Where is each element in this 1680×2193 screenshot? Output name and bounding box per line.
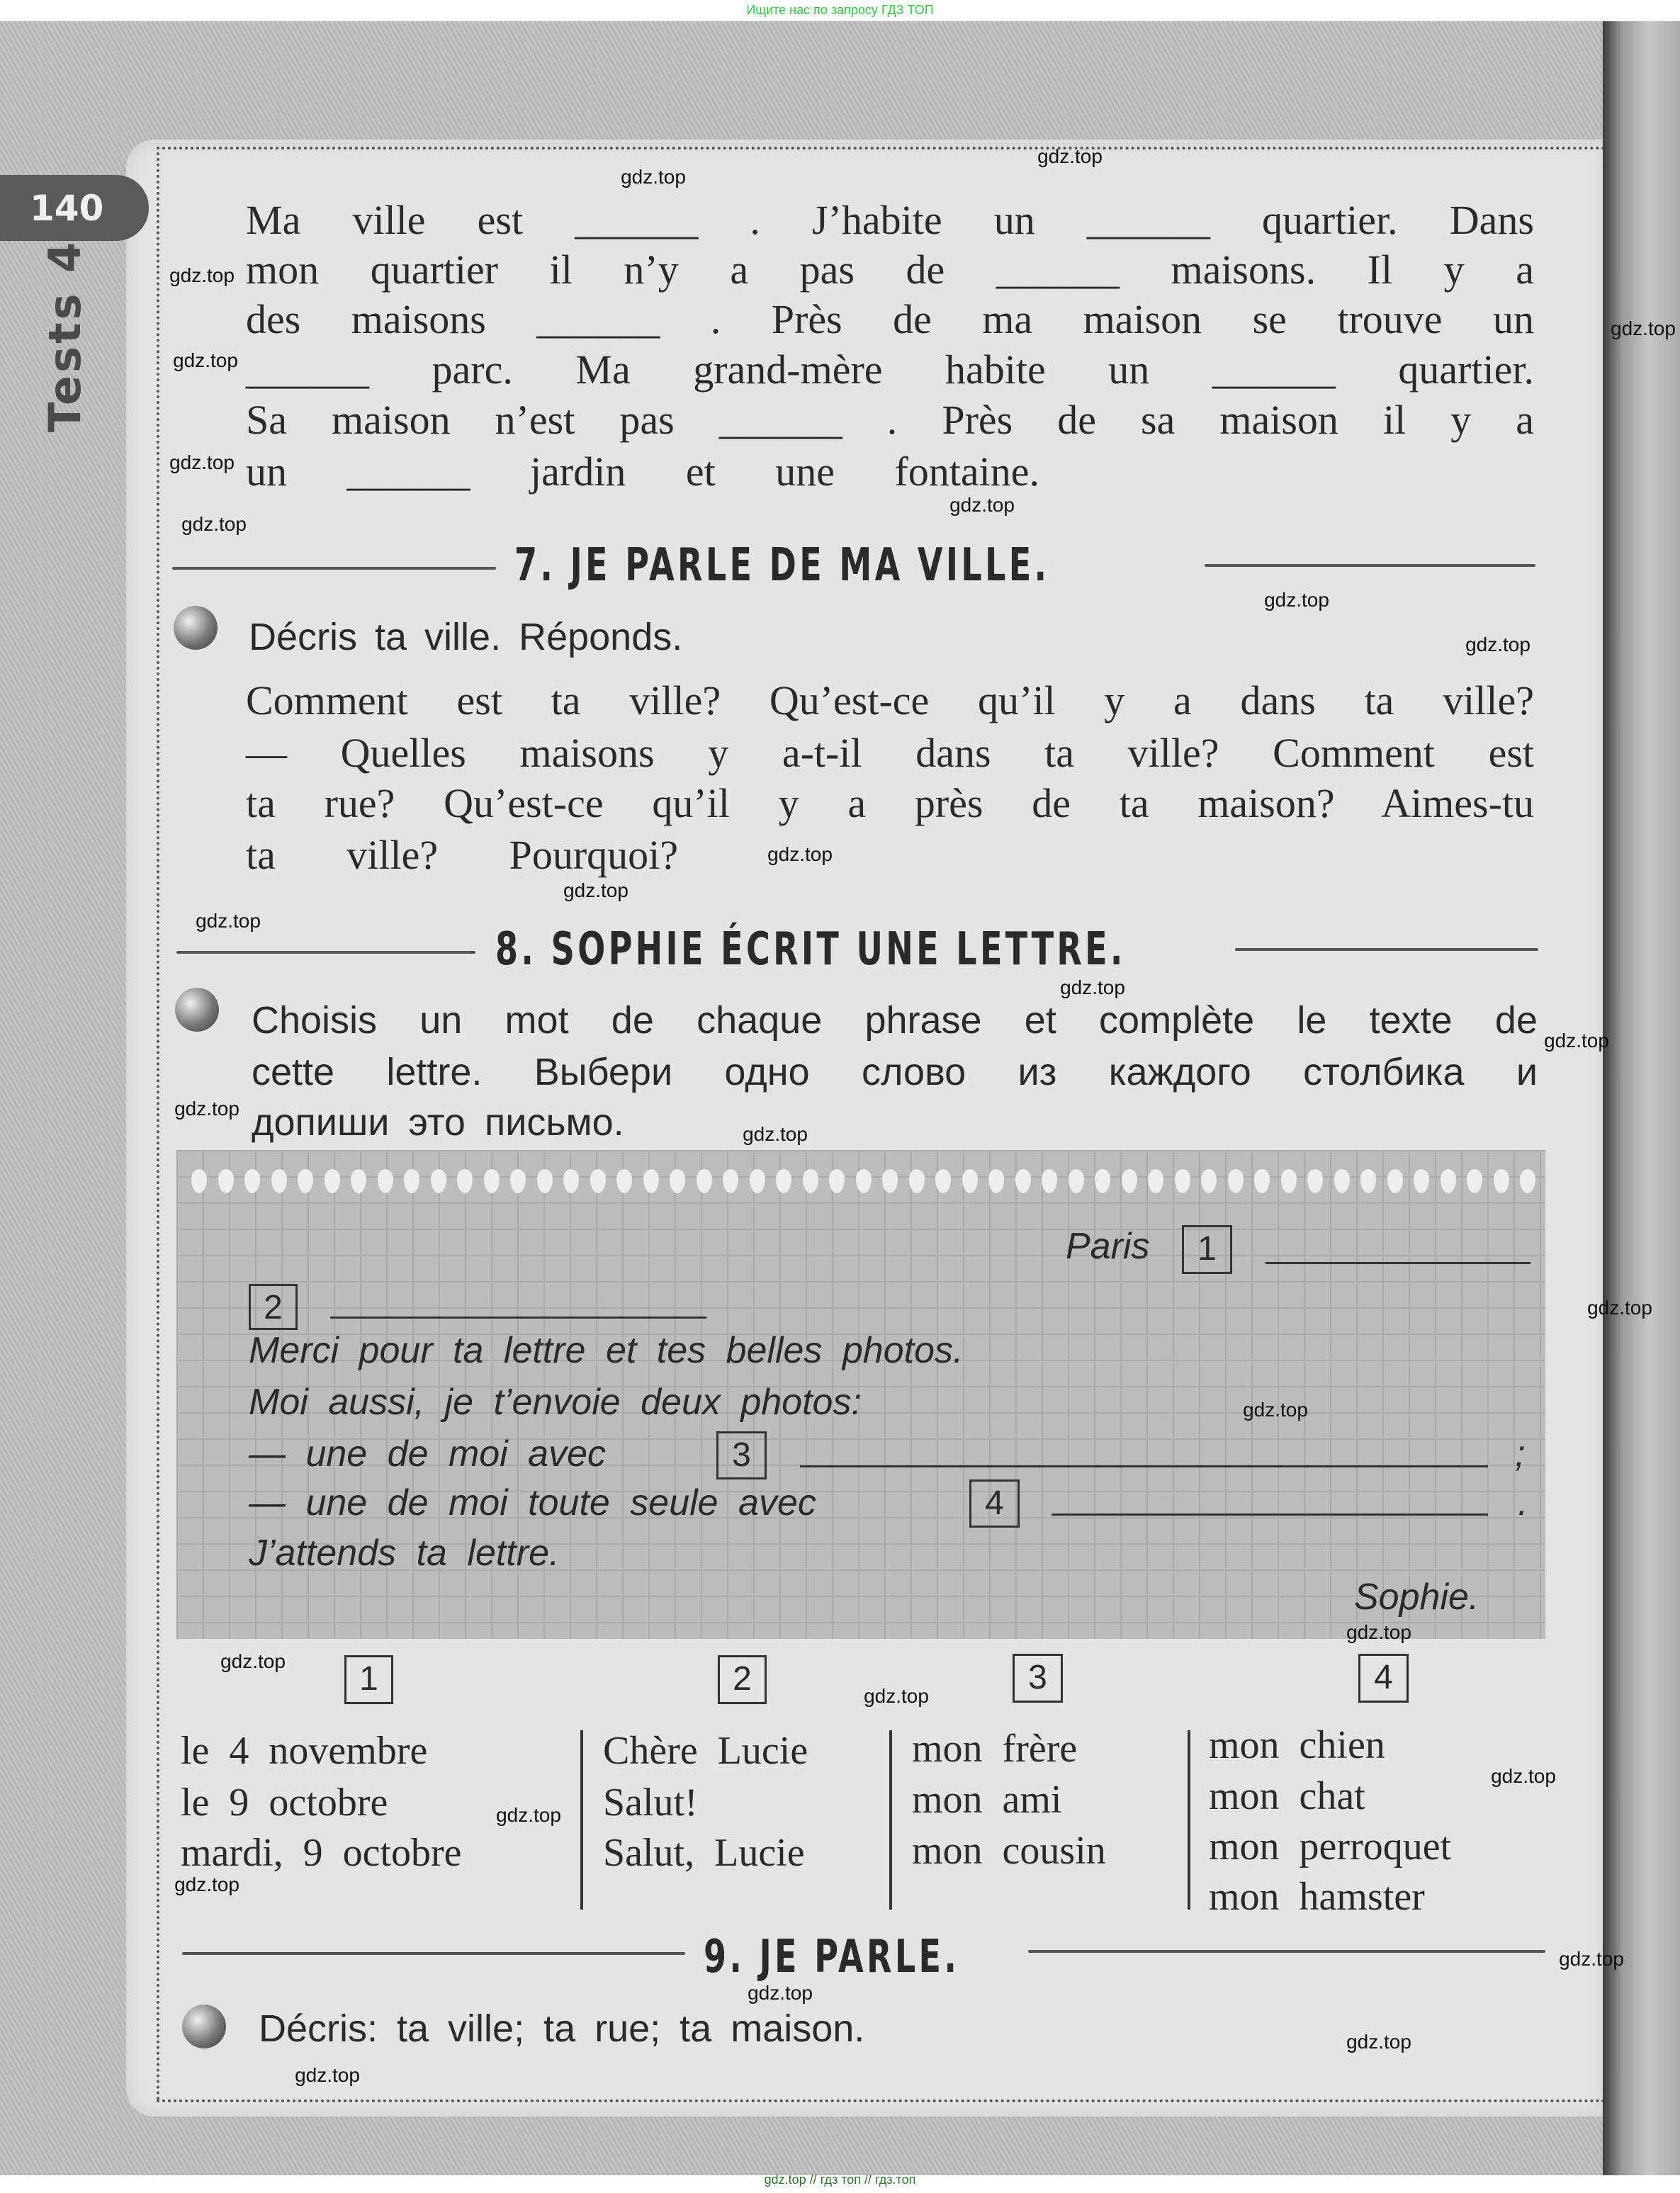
option: Chère Lucie — [603, 1729, 808, 1773]
notebook-hole — [484, 1169, 500, 1193]
letter-city: Paris — [1066, 1226, 1150, 1267]
blank-line-3[interactable] — [800, 1465, 1488, 1467]
text-line: — Quelles maisons y a-t-il dans ta ville? Comment est — [246, 730, 1534, 776]
letter-line: — une de moi toute seule avec — [249, 1482, 816, 1523]
notebook-hole — [1015, 1169, 1031, 1193]
notebook-hole — [750, 1169, 765, 1193]
text-line: Comment est ta ville? Qu’est-ce qu’il y a dans ta ville? — [246, 677, 1534, 723]
text-line: des maisons ______ . Près de ma maison se trouve un — [246, 296, 1534, 342]
notebook-hole — [1334, 1169, 1350, 1193]
option: le 4 novembre — [181, 1729, 428, 1773]
blank-line-4[interactable] — [1052, 1513, 1488, 1516]
column-number: 3 — [1013, 1654, 1063, 1703]
watermark: gdz.top — [864, 1685, 929, 1707]
option: le 9 octobre — [181, 1781, 388, 1825]
watermark: gdz.top — [1465, 633, 1530, 655]
option: Salut, Lucie — [603, 1831, 805, 1875]
watermark: gdz.top — [1346, 1621, 1411, 1643]
option: mardi, 9 octobre — [181, 1831, 462, 1875]
notebook-hole — [218, 1169, 234, 1193]
divider — [1028, 1950, 1545, 1953]
notebook-hole — [1069, 1169, 1084, 1193]
column-separator — [580, 1730, 583, 1910]
letter-line: J’attends ta lettre. — [249, 1533, 560, 1574]
watermark: gdz.top — [295, 2064, 360, 2086]
letter-punct: . — [1518, 1482, 1528, 1523]
option: mon ami — [912, 1778, 1062, 1822]
watermark: gdz.top — [767, 843, 833, 865]
text-line: un ______ jardin et une fontaine. — [246, 449, 1039, 495]
watermark: gdz.top — [1037, 145, 1103, 167]
blank-number-box: 4 — [969, 1479, 1020, 1528]
watermark: gdz.top — [496, 1804, 561, 1826]
letter-line: Merci pour ta lettre et tes belles photos. — [249, 1330, 964, 1371]
watermark: gdz.top — [169, 264, 235, 286]
notebook-hole — [1228, 1169, 1244, 1193]
option: mon chat — [1209, 1774, 1365, 1818]
notebook-hole — [431, 1169, 446, 1193]
watermark: gdz.top — [748, 1982, 813, 2004]
exercise7-instruction: Décris ta ville. Réponds. — [249, 616, 683, 658]
notebook-hole — [271, 1169, 287, 1193]
divider — [176, 951, 475, 954]
notebook-hole — [697, 1169, 712, 1193]
watermark: gdz.top — [173, 349, 238, 371]
watermark: gdz.top — [563, 879, 628, 901]
text-line: ______ parc. Ma grand-mère habite un ______ quartier. — [246, 346, 1534, 393]
option: Salut! — [603, 1781, 698, 1825]
option: mon frère — [912, 1727, 1078, 1771]
notebook-hole — [1441, 1169, 1456, 1193]
option: mon hamster — [1209, 1875, 1425, 1919]
option: mon chien — [1209, 1723, 1385, 1767]
divider — [182, 1952, 685, 1955]
exercise7-title: 7. JE PARLE DE MA VILLE. — [514, 539, 1050, 592]
watermark: gdz.top — [1544, 1030, 1609, 1052]
notebook-hole — [803, 1169, 818, 1193]
letter-line: — une de moi avec — [249, 1433, 607, 1475]
watermark: gdz.top — [1060, 976, 1125, 998]
notebook-hole — [1281, 1169, 1297, 1193]
watermark: gdz.top — [621, 166, 686, 188]
instruction-line: допиши это письмо. — [252, 1101, 624, 1144]
watermark: gdz.top — [174, 1873, 239, 1895]
text-line: ta rue? Qu’est-ce qu’il y a près de ta maison? Aimes-tu — [246, 780, 1534, 826]
notebook-hole — [1494, 1169, 1509, 1193]
bullet-icon — [175, 988, 219, 1032]
instruction-line: cette lettre. Выбери одно слово из каждого столбика и — [252, 1051, 1538, 1093]
divider — [1235, 948, 1538, 951]
watermark: gdz.top — [1587, 1297, 1652, 1319]
exercise8-title: 8. SOPHIE ÉCRIT UNE LETTRE. — [495, 923, 1126, 976]
bullet-icon — [174, 606, 218, 650]
watermark: gdz.top — [1611, 317, 1676, 339]
column-number: 2 — [718, 1655, 767, 1704]
text-line: ta ville? Pourquoi? — [246, 832, 678, 878]
notebook-hole — [909, 1169, 925, 1193]
watermark: gdz.top — [1559, 1948, 1624, 1970]
letter-line: Moi aussi, je t’envoie deux photos: — [249, 1382, 862, 1423]
divider — [172, 567, 496, 570]
notebook-hole — [537, 1169, 553, 1193]
notebook-hole — [1122, 1169, 1137, 1193]
blank-number-box: 2 — [249, 1284, 298, 1330]
text-line: Ma ville est ______ . J’habite un ______ quartier. Dans — [246, 197, 1534, 243]
watermark: gdz.top — [1346, 2031, 1411, 2053]
instruction-line: Choisis un mot de chaque phrase et complète le texte de — [252, 999, 1538, 1042]
letter-punct: ; — [1515, 1433, 1526, 1475]
notebook-hole — [325, 1169, 340, 1193]
text-line: mon quartier il n’y a pas de ______ maisons. Il y a — [246, 247, 1534, 293]
column-number: 4 — [1358, 1654, 1409, 1703]
option: mon perroquet — [1209, 1825, 1452, 1868]
notebook-hole — [1175, 1169, 1190, 1193]
column-number: 1 — [344, 1655, 393, 1704]
watermark: gdz.top — [169, 451, 235, 473]
watermark: gdz.top — [1264, 589, 1329, 611]
notebook-hole — [1387, 1169, 1403, 1193]
notebook-hole — [856, 1169, 872, 1193]
column-separator — [889, 1730, 892, 1910]
notebook-hole — [590, 1169, 606, 1193]
footer-links[interactable]: gdz.top // гдз топ // гдз.топ — [764, 2172, 916, 2187]
watermark: gdz.top — [949, 494, 1015, 516]
letter-signature: Sophie. — [1354, 1577, 1479, 1618]
column-separator — [1188, 1730, 1190, 1910]
watermark: gdz.top — [1491, 1765, 1556, 1787]
option: mon cousin — [912, 1829, 1106, 1873]
page-number: 140 — [0, 175, 149, 241]
top-banner[interactable]: Ищите нас по запросу ГДЗ ТОП — [746, 3, 934, 17]
watermark: gdz.top — [220, 1650, 286, 1672]
watermark: gdz.top — [1243, 1399, 1308, 1421]
text-line: Sa maison n’est pas ______ . Près de sa maison il y a — [246, 397, 1534, 443]
bullet-icon — [182, 2005, 226, 2048]
blank-number-box: 3 — [716, 1431, 767, 1479]
watermark: gdz.top — [196, 910, 261, 932]
watermark: gdz.top — [174, 1098, 239, 1120]
divider — [1205, 564, 1535, 567]
notebook-hole — [962, 1169, 978, 1193]
side-label: Tests 4 — [39, 239, 91, 432]
notebook-hole — [378, 1169, 393, 1193]
exercise9-title: 9. JE PARLE. — [704, 1931, 960, 1983]
book-spine-shadow — [1603, 21, 1680, 2175]
blank-number-box: 1 — [1182, 1225, 1232, 1274]
notebook-hole — [643, 1169, 659, 1193]
watermark: gdz.top — [181, 513, 247, 535]
blank-line-2[interactable] — [330, 1317, 706, 1319]
blank-line-1[interactable] — [1265, 1262, 1530, 1264]
exercise9-instruction: Décris: ta ville; ta rue; ta maison. — [259, 2007, 865, 2050]
watermark: gdz.top — [743, 1123, 808, 1145]
